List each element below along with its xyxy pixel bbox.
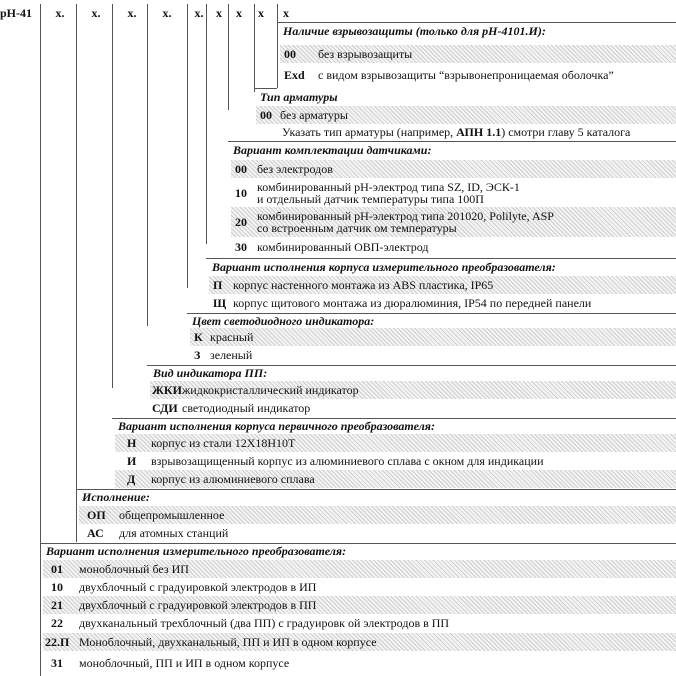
option-code: 01 [51,561,63,576]
option-text-line: и отдельный датчик температуры типа 100П [257,192,484,206]
option-text-part: ) смотри главу 5 каталога [501,125,631,139]
section-title-transmitter-housing: Вариант исполнения корпуса измерительного преобразователя: [212,260,556,274]
option-row [209,276,676,294]
option-row [280,66,676,84]
option-code: АС [87,525,104,540]
option-text [257,181,520,205]
option-row [190,328,676,346]
code-position-2: х. [91,6,101,20]
bracket-line [147,4,148,326]
option-text: взрывозащищенный корпус из алюминиевого сплава с окном для индикации [151,454,544,468]
option-text-part: Указать тип арматуры (например, [282,125,457,139]
option-text: красный [210,330,254,344]
option-code: К [194,329,203,344]
option-text: корпус из алюминиевого сплава [151,472,315,486]
option-text: светодиодный индикатор [182,401,311,415]
option-row [256,106,676,124]
option-row [115,452,676,470]
option-text: зеленый [210,348,253,362]
bracket-line [76,4,77,542]
option-row [231,178,676,208]
option-code: Н [127,435,137,450]
option-text: двухканальный трехблочный (два ПП) с градуировк ой электродов в ПП [79,616,450,630]
section-title-led-color: Цвет светодиодного индикатора: [192,314,375,328]
option-text: корпус настенного монтажа из ABS пластика, IP65 [233,278,494,292]
code-position-4: х. [162,6,172,20]
option-code: 21 [51,597,63,612]
section-title-explosion-protection: Наличие взрывозащиты (только для рН-4101.И): [283,24,546,38]
option-row [115,470,676,488]
option-text [256,126,630,138]
option-row [79,524,676,542]
section-title-execution: Исполнение: [82,490,150,504]
option-row [43,596,676,614]
section-title-primary-housing: Вариант исполнения корпуса первичного преобразователя: [118,419,435,433]
option-text [257,210,554,234]
model-prefix: рН-41 [0,6,33,20]
option-row [79,506,676,524]
option-code: ЖКИ [152,382,182,397]
option-text: Моноблочный, двухканальный, ПП и ИП в одном корпусе [79,635,377,649]
option-code: 00 [260,107,272,122]
option-text: двухблочный с градуировкой электродов в ПП [79,598,317,612]
option-code: ОП [87,507,106,522]
option-row [280,45,676,63]
option-row [43,560,676,578]
option-code: 22 [51,615,63,630]
option-text-line: комбинированный рН-электрод типа SZ, ID, ЭСК-1 [257,180,520,194]
option-text: комбинированный ОВП-электрод [257,240,429,254]
option-code: И [127,453,137,468]
option-code: Щ [213,295,227,310]
bracket-line [277,4,278,88]
code-position-3: х. [127,6,137,20]
section-title-fitting-type: Тип арматуры [260,90,338,104]
option-row [43,654,676,672]
option-code: Д [127,471,136,486]
option-row [150,399,676,417]
option-text: моноблочный, ПП и ИП в одном корпусе [79,656,290,670]
option-code: 31 [51,655,63,670]
bracket-line [187,4,188,288]
option-text: без арматуры [280,108,348,122]
option-code: 10 [235,185,247,200]
option-text-line: комбинированный рН-электрод типа 201020, Polilyte, ASP [257,209,554,223]
option-row [43,614,676,632]
option-row [231,160,676,178]
code-position-5: х. [194,6,204,20]
option-code: 00 [235,161,247,176]
option-code: З [194,347,201,362]
option-text: без взрывозащиты [318,47,413,61]
option-code: Exd [284,67,305,82]
option-row [190,346,676,364]
bracket-line [40,4,41,676]
option-row [231,238,676,256]
code-position-8: х [258,6,264,20]
option-text-bold: АПН 1.1 [456,125,502,139]
option-text-line: со встроенным датчик ом температуры [257,221,457,235]
option-row [43,578,676,596]
option-code: 30 [235,239,247,254]
option-text: с видом взрывозащиты “взрывонепроницаемая оболочка” [318,68,614,82]
code-position-9: х [283,6,289,20]
code-position-6: х [216,6,222,20]
option-text: без электродов [257,162,333,176]
code-position-1: х. [55,6,65,20]
option-text: корпус щитового монтажа из дюралюминия, IP54 по передней панели [233,296,592,310]
bracket-line [206,4,207,244]
section-title-sensors: Вариант комплектации датчиками: [233,143,432,157]
code-position-7: х [236,6,242,20]
option-text: моноблочный без ИП [79,562,189,576]
bracket-line [254,4,255,92]
option-row [231,207,676,237]
bracket-line [112,4,113,388]
option-code: 10 [51,579,63,594]
option-text: корпус из стали 12Х18Н10Т [151,436,296,450]
option-row [43,633,676,651]
option-text: общепромышленное [119,508,225,522]
section-title-indicator-type: Вид индикатора ПП: [153,366,268,380]
option-code: 22.П [45,634,70,649]
option-code: 20 [235,214,247,229]
section-rule [76,489,676,490]
option-row [209,294,676,312]
option-code: 00 [284,46,296,61]
option-row [115,434,676,452]
option-code: СДИ [152,400,178,415]
section-title-transmitter-variant: Вариант исполнения измерительного преобразователя: [46,544,347,558]
option-row [256,123,676,141]
option-text: двухблочный с градуировкой электродов в ИП [79,580,317,594]
option-code: П [213,277,223,292]
option-row [150,381,676,399]
bracket-line [228,4,229,110]
option-text: жидкокристаллический индикатор [182,383,359,397]
option-text: для атомных станций [119,526,229,540]
